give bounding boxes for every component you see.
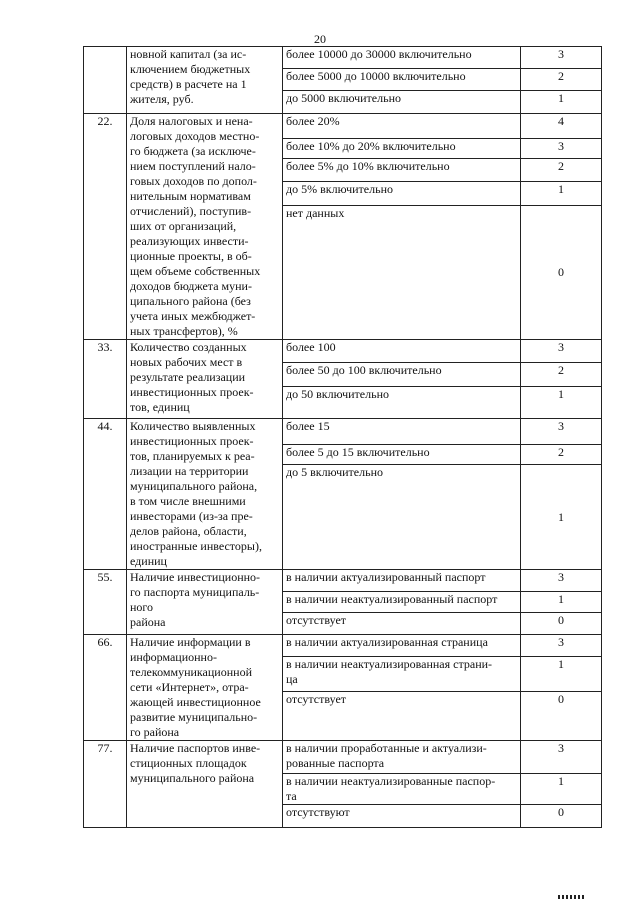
criterion-score: 1 [521, 774, 602, 805]
criterion-score: 0 [521, 613, 602, 635]
criterion-score: 0 [521, 205, 602, 339]
criterion-option: в наличии проработанные и актуализи- рованные паспорта [283, 741, 521, 774]
criterion-description: Количество выявленных инвестиционных проек- тов, планируемых к реа- лизации на территории муниципального района, в том числе внешними инвесторами (из-за пре- делов района, области, иностранные инвесторы), единиц [127, 419, 283, 570]
criterion-option: в наличии неактуализированная страни- ца [283, 656, 521, 691]
criterion-option: до 5000 включительно [283, 91, 521, 114]
criterion-option: до 50 включительно [283, 387, 521, 419]
criterion-option: до 5% включительно [283, 181, 521, 205]
criterion-option: более 5% до 10% включительно [283, 158, 521, 181]
criterion-score: 1 [521, 181, 602, 205]
criterion-option: отсутствует [283, 613, 521, 635]
criterion-score: 3 [521, 570, 602, 592]
criterion-option: в наличии актуализированная страница [283, 635, 521, 657]
criterion-option: более 10000 до 30000 включительно [283, 47, 521, 69]
criterion-option: более 10% до 20% включительно [283, 139, 521, 159]
criteria-row [84, 741, 602, 774]
criterion-score: 1 [521, 387, 602, 419]
criterion-score: 3 [521, 47, 602, 69]
criterion-number: 22. [84, 114, 127, 340]
criterion-description: Наличие инвестиционно- го паспорта муниципаль- ного района [127, 570, 283, 635]
criterion-option: в наличии актуализированный паспорт [283, 570, 521, 592]
criterion-description: Доля налоговых и нена- логовых доходов местно- го бюджета (за исключе- нием поступлений нало- говых доходов по допол- нительным нормативам отчислений), поступив- ших от организаций, реализующих инвести- ционные проекты, в об- щем объеме собственных доходов бюджета муни- ципального района (без учета иных межбюджет- ных трансфертов), % [127, 114, 283, 340]
criterion-score: 0 [521, 691, 602, 740]
criterion-number: 55. [84, 570, 127, 635]
criterion-number: 66. [84, 635, 127, 741]
criterion-score: 4 [521, 114, 602, 139]
criterion-description: новной капитал (за ис- ключением бюджетных средств) в расчете на 1 жителя, руб. [127, 47, 283, 114]
criteria-row [84, 419, 602, 445]
page-number: 20 [314, 32, 326, 46]
criteria-row [84, 570, 602, 592]
criterion-score: 3 [521, 139, 602, 159]
criterion-option: более 100 [283, 340, 521, 363]
criterion-number: 33. [84, 340, 127, 419]
criterion-option: в наличии неактуализированный паспорт [283, 592, 521, 613]
criterion-option: более 20% [283, 114, 521, 139]
criteria-row [84, 340, 602, 363]
criterion-option: до 5 включительно [283, 465, 521, 570]
criterion-option: более 5000 до 10000 включительно [283, 69, 521, 91]
criterion-description: Количество созданных новых рабочих мест в результате реализации инвестиционных проек- тов, единиц [127, 340, 283, 419]
criterion-option: более 50 до 100 включительно [283, 363, 521, 387]
scan-mark [558, 895, 584, 899]
criterion-score: 3 [521, 741, 602, 774]
criterion-score: 3 [521, 419, 602, 445]
criteria-table [83, 46, 602, 828]
criterion-score: 2 [521, 363, 602, 387]
criterion-number [84, 47, 127, 114]
criterion-number: 77. [84, 741, 127, 828]
criterion-score: 2 [521, 158, 602, 181]
criterion-score: 1 [521, 592, 602, 613]
criterion-score: 0 [521, 805, 602, 828]
criteria-row [84, 635, 602, 657]
criterion-score: 2 [521, 69, 602, 91]
criterion-option: в наличии неактуализированные паспор- та [283, 774, 521, 805]
criterion-option: более 15 [283, 419, 521, 445]
criterion-option: более 5 до 15 включительно [283, 445, 521, 465]
criteria-row [84, 114, 602, 139]
criterion-option: нет данных [283, 205, 521, 339]
criterion-score: 1 [521, 656, 602, 691]
criterion-option: отсутствуют [283, 805, 521, 828]
criterion-score: 1 [521, 465, 602, 570]
criterion-score: 2 [521, 445, 602, 465]
criterion-score: 3 [521, 340, 602, 363]
criteria-row [84, 47, 602, 69]
criterion-description: Наличие паспортов инве- стиционных площадок муниципального района [127, 741, 283, 828]
criterion-description: Наличие информации в информационно- телекоммуникационной сети «Интернет», отра- жающей инвестиционное развитие муниципально- го района [127, 635, 283, 741]
criterion-score: 1 [521, 91, 602, 114]
criterion-score: 3 [521, 635, 602, 657]
criterion-number: 44. [84, 419, 127, 570]
criterion-option: отсутствует [283, 691, 521, 740]
